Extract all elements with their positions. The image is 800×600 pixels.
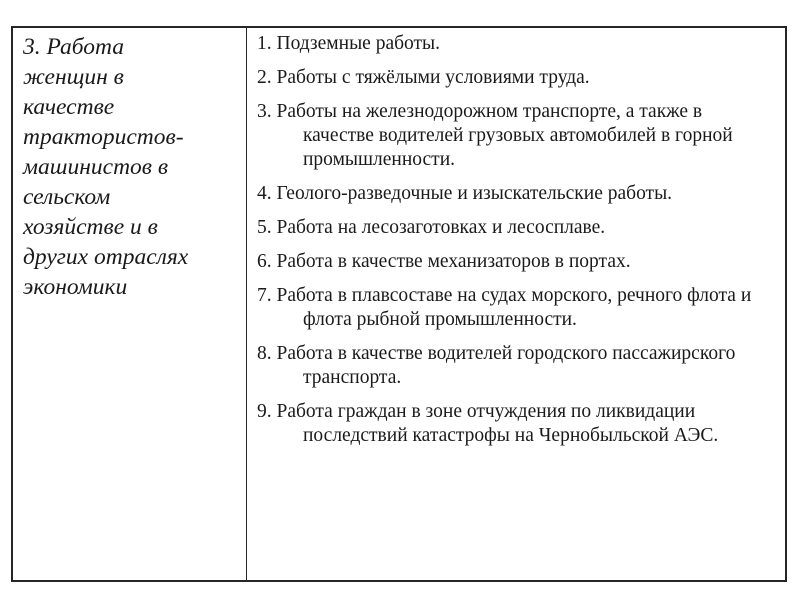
work-list-item: 4. Геолого-разведочные и изыскательские работы.: [257, 183, 673, 204]
category-text: 3. Работа женщин в качестве трактористов- машинистов в сельском хозяйстве и в других отраслях экономики: [23, 34, 189, 300]
category-cell: [13, 28, 247, 580]
work-list-item: 6. Работа в качестве механизаторов в портах.: [257, 251, 631, 272]
work-list-cell: [247, 28, 785, 580]
work-list-item: 5. Работа на лесозаготовках и лесосплаве.: [257, 217, 606, 238]
work-list-item: 9. Работа граждан в зоне отчуждения по ликвидации последствий катастрофы на Чернобыльской АЭС.: [257, 401, 719, 446]
work-list-item: 8. Работа в качестве водителей городского пассажирского транспорта.: [257, 343, 736, 388]
work-list-item: 2. Работы с тяжёлыми условиями труда.: [257, 67, 590, 88]
work-list-item: 3. Работы на железнодорожном транспорте, а также в качестве водителей грузовых автомобилей в горной промышленности.: [257, 101, 733, 170]
restrictions-table: [11, 26, 787, 582]
work-list-item: 7. Работа в плавсоставе на судах морского, речного флота и флота рыбной промышленности.: [257, 285, 752, 330]
work-list-item: 1. Подземные работы.: [257, 33, 441, 54]
